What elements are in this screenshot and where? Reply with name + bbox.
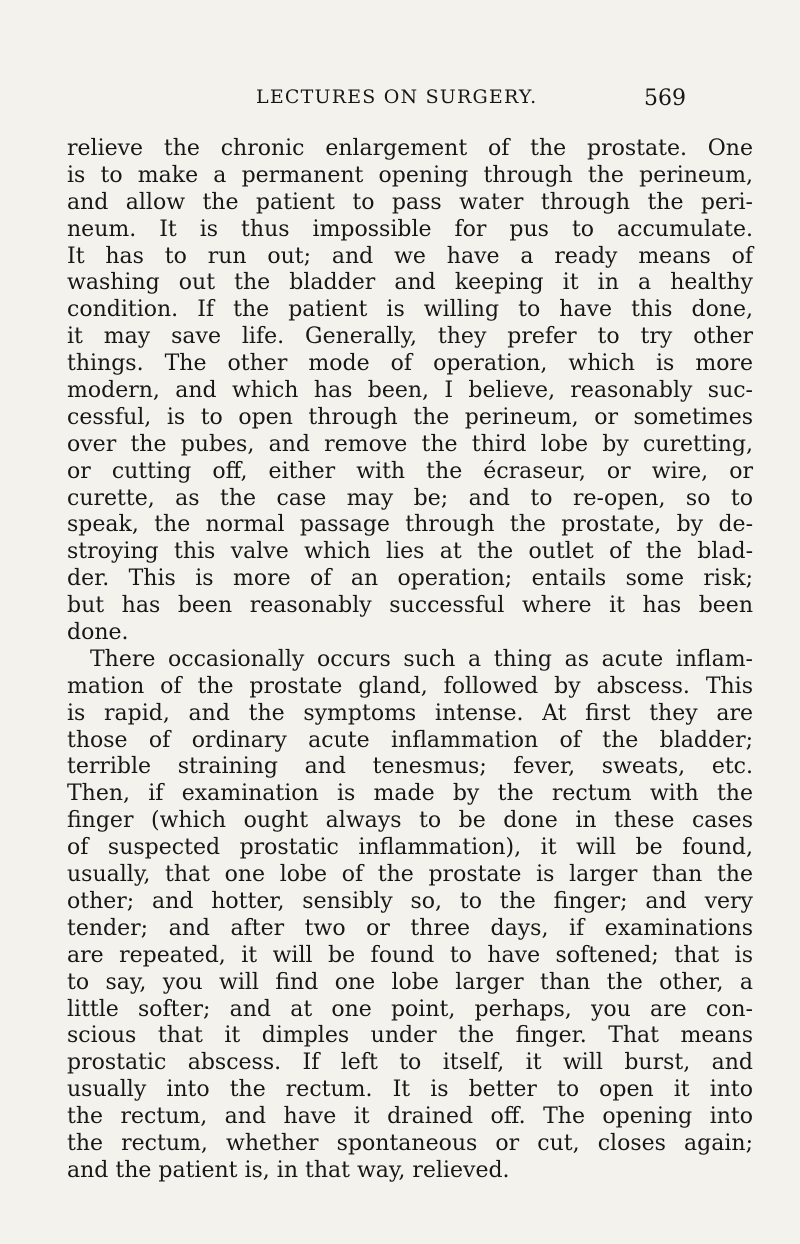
text-line: There occasionally occurs such a thing as acute inflam- — [90, 646, 753, 672]
text-line: or cutting off, either with the écraseur, or wire, or — [67, 458, 753, 484]
text-line: cessful, is to open through the perineum, or sometimes — [67, 404, 753, 430]
text-line: terrible straining and tenesmus; fever, sweats, etc. — [67, 754, 753, 780]
body-text — [67, 136, 753, 1185]
text-line: curette, as the case may be; and to re-open, so to — [67, 485, 753, 511]
text-line: is rapid, and the symptoms intense. At first they are — [67, 700, 753, 726]
running-title: LECTURES ON SURGERY. — [256, 86, 538, 108]
text-line: mation of the prostate gland, followed by abscess. This — [67, 673, 753, 699]
text-line: the rectum, whether spontaneous or cut, closes again; — [67, 1130, 753, 1156]
text-line: usually into the rectum. It is better to open it into — [67, 1077, 753, 1103]
text-line: It has to run out; and we have a ready means of — [67, 243, 753, 269]
text-line: to say, you will find one lobe larger than the other, a — [67, 969, 753, 995]
text-line: the rectum, and have it drained off. The opening into — [67, 1104, 753, 1130]
text-line: modern, and which has been, I believe, reasonably suc- — [67, 378, 753, 404]
text-line: neum. It is thus impossible for pus to accumulate. — [67, 216, 753, 242]
text-line: is to make a permanent opening through the perineum, — [67, 162, 753, 188]
text-line: prostatic abscess. If left to itself, it will burst, and — [67, 1050, 753, 1076]
text-line: done. — [67, 620, 129, 646]
running-header — [256, 86, 686, 112]
paragraph-1 — [67, 136, 753, 647]
text-line: those of ordinary acute inflammation of the bladder; — [67, 727, 753, 753]
text-line: but has been reasonably successful where it has been — [67, 593, 753, 619]
text-line: washing out the bladder and keeping it in a healthy — [67, 270, 753, 296]
text-line: of suspected prostatic inflammation), it will be found, — [67, 835, 753, 861]
text-line: it may save life. Generally, they prefer to try other — [67, 324, 753, 350]
text-line: over the pubes, and remove the third lobe by curetting, — [67, 431, 753, 457]
text-line: things. The other mode of operation, which is more — [67, 351, 753, 377]
text-line: finger (which ought always to be done in these cases — [67, 808, 753, 834]
text-line: Then, if examination is made by the rectum with the — [67, 781, 753, 807]
paragraph-2 — [67, 647, 753, 1185]
text-line: are repeated, it will be found to have softened; that is — [67, 942, 753, 968]
text-line: usually, that one lobe of the prostate is larger than the — [67, 862, 753, 888]
text-line: condition. If the patient is willing to have this done, — [67, 297, 753, 323]
text-line: stroying this valve which lies at the outlet of the blad- — [67, 539, 753, 565]
text-line: and allow the patient to pass water through the peri- — [67, 189, 753, 215]
text-line: speak, the normal passage through the prostate, by de- — [67, 512, 753, 538]
text-line: other; and hotter, sensibly so, to the finger; and very — [67, 888, 753, 914]
text-line: der. This is more of an operation; entails some risk; — [67, 566, 753, 592]
text-line: scious that it dimples under the finger. That means — [67, 1023, 753, 1049]
text-line: and the patient is, in that way, relieved. — [67, 1157, 510, 1183]
page-number: 569 — [644, 86, 686, 111]
text-line: relieve the chronic enlargement of the prostate. One — [67, 136, 753, 161]
text-line: little softer; and at one point, perhaps, you are con- — [67, 996, 753, 1022]
text-line: tender; and after two or three days, if examinations — [67, 915, 753, 941]
